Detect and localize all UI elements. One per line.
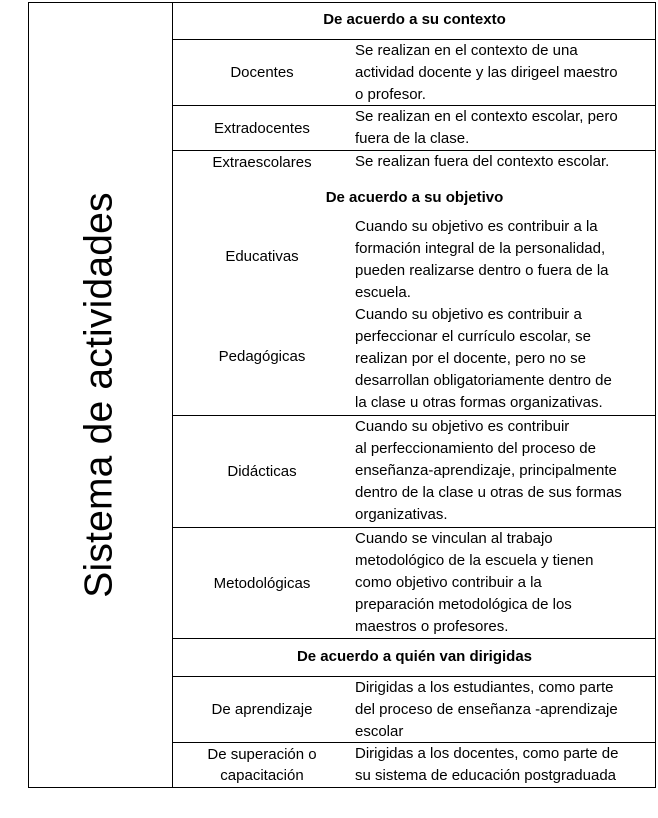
row-term: Didácticas — [227, 463, 297, 480]
row-description: Cuando su objetivo es contribuir a la formación integral de la personalidad, pueden realizarse dentro o fuera de la escuela. — [355, 218, 609, 301]
row-description: Dirigidas a los estudiantes, como parte del proceso de enseñanza -aprendizaje escolar — [355, 679, 618, 740]
row-term: Educativas — [225, 247, 299, 265]
row-description: Se realizan en el contexto de una actividad docente y las dirigeel maestro o profesor. — [355, 42, 618, 103]
row-description: Cuando se vinculan al trabajo metodológico de la escuela y tienen como objetivo contribuir a la preparación metodológica de los maestros o profesores. — [355, 530, 594, 635]
row-term: Extradocentes — [214, 119, 310, 137]
vertical-title-cell — [28, 2, 172, 788]
row-term: De superación o capacitación — [207, 746, 317, 784]
row-term: Extraescolares — [212, 153, 312, 171]
row-description: Se realizan fuera del contexto escolar. — [355, 153, 610, 170]
row-term: Docentes — [230, 64, 294, 81]
section-header-audience: De acuerdo a quién van dirigidas — [296, 648, 533, 665]
vertical-title: Sistema de actividades — [78, 192, 122, 598]
row-description: Dirigidas a los docentes, como parte de su sistema de educación postgraduada — [355, 745, 619, 784]
row-term: De aprendizaje — [211, 701, 313, 718]
section-header-objective: De acuerdo a su objetivo — [325, 189, 504, 206]
row-description: Se realizan en el contexto escolar, pero fuera de la clase. — [355, 108, 618, 147]
row-term: Metodológicas — [213, 574, 311, 592]
section-header-context: De acuerdo a su contexto — [323, 11, 506, 28]
row-description: Cuando su objetivo es contribuir al perfeccionamiento del proceso de enseñanza-aprendizaje, principalmente dentro de la clase u otras de sus formas organizativas. — [355, 418, 622, 523]
row-divider — [172, 638, 656, 639]
row-term: Pedagógicas — [218, 347, 306, 365]
row-description: Cuando su objetivo es contribuir a perfeccionar el currículo escolar, se realizan por el docente, pero no se desarrollan obligatoriamente dentro de la clase u otras formas organizativas. — [355, 306, 612, 411]
